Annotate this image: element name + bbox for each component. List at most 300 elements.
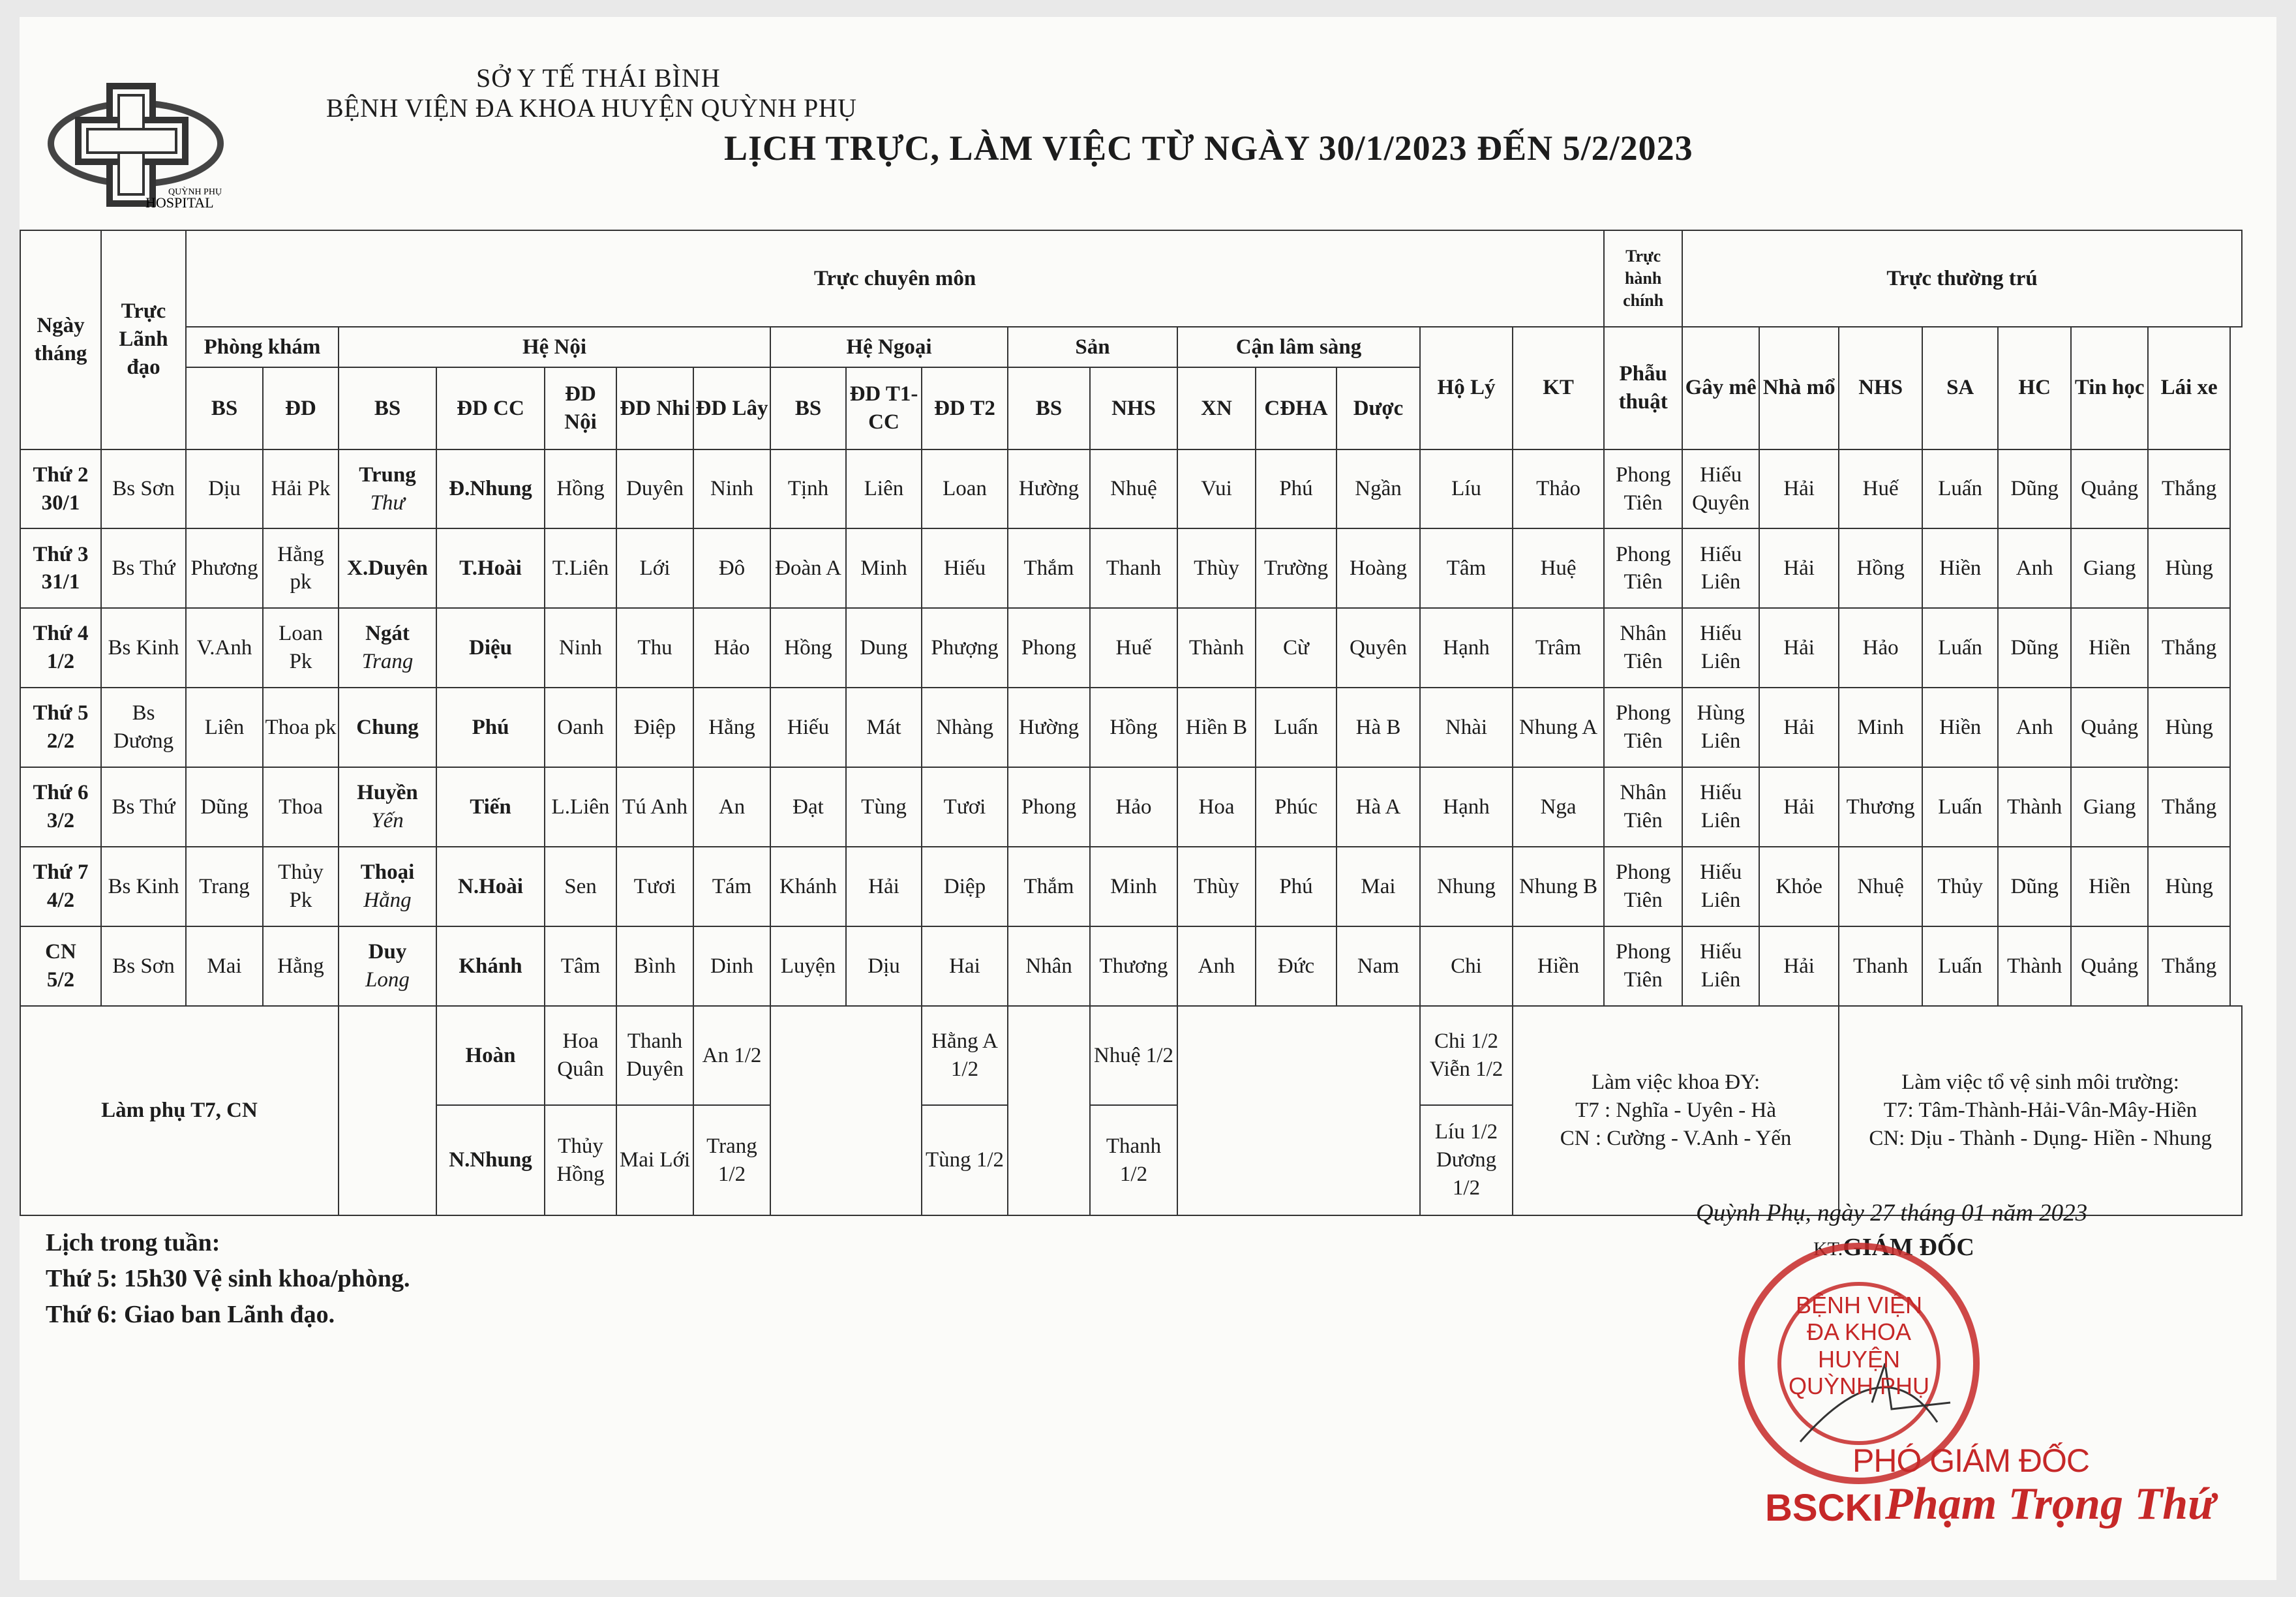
cell-hc: Dũng xyxy=(1998,608,2071,688)
header-ngay-thang: Ngày tháng xyxy=(20,230,101,449)
lam-phu-lay-2: Trang 1/2 xyxy=(693,1105,770,1215)
day-name: Thứ 5 xyxy=(33,701,89,725)
lam-phu-label: Làm phụ T7, CN xyxy=(20,1006,339,1215)
hn-bs-primary: Ngát xyxy=(365,622,410,646)
lam-phu-empty-ngoai xyxy=(770,1006,922,1215)
header-tin-hoc: Tin học xyxy=(2071,327,2148,449)
lam-phu-t2-1: Hằng A 1/2 xyxy=(922,1006,1008,1105)
kt-label: KT. xyxy=(1813,1238,1843,1260)
department-name: SỞ Y TẾ THÁI BÌNH xyxy=(476,63,721,93)
cell-dd-nhi: Điệp xyxy=(616,688,693,767)
cell-lx: Thắng xyxy=(2148,608,2230,688)
cell-gm: Hiếu Liên xyxy=(1682,528,1759,608)
hn-bs-secondary: Yến xyxy=(371,809,404,833)
cell-t2: Tươi xyxy=(922,767,1008,847)
cell-xn: Vui xyxy=(1177,449,1256,529)
cell-san-nhs: Nhuệ xyxy=(1090,449,1177,529)
lam-phu-empty xyxy=(339,1006,436,1215)
cell-xn: Hoa xyxy=(1177,767,1256,847)
leader-cell: Bs Kinh xyxy=(101,847,186,926)
day-cell xyxy=(20,847,101,926)
header-phong-kham: Phòng khám xyxy=(186,327,339,368)
hn-bs-secondary: Thư xyxy=(370,491,405,515)
cell-nm: Hải xyxy=(1759,926,1839,1006)
cell-holy: Nhung xyxy=(1420,847,1513,926)
lam-phu-noi-2: Thủy Hồng xyxy=(545,1105,616,1215)
cell-hc: Thành xyxy=(1998,926,2071,1006)
cell-gm: Hiếu Quyên xyxy=(1682,449,1759,529)
cell-dd-nhi: Thu xyxy=(616,608,693,688)
cell-th: Quảng xyxy=(2071,688,2148,767)
cell-xn: Thùy xyxy=(1177,847,1256,926)
day-date: 31/1 xyxy=(41,570,80,594)
table-row xyxy=(20,926,2242,1006)
cell-lx: Thắng xyxy=(2148,449,2230,529)
cell-nm: Hải xyxy=(1759,767,1839,847)
cell-pk-dd: Hải Pk xyxy=(263,449,339,529)
header-cdha: CĐHA xyxy=(1256,367,1337,449)
cell-hc: Dũng xyxy=(1998,449,2071,529)
cell-nm: Khỏe xyxy=(1759,847,1839,926)
hn-bs-primary: Huyền xyxy=(357,781,418,805)
cell-hn-ddcc: Khánh xyxy=(436,926,545,1006)
cell-th: Quảng xyxy=(2071,926,2148,1006)
day-cell xyxy=(20,608,101,688)
cell-cdha: Phú xyxy=(1256,847,1337,926)
header-he-noi: Hệ Nội xyxy=(339,327,770,368)
cell-kt: Huệ xyxy=(1513,528,1604,608)
hospital-name: BỆNH VIỆN ĐA KHOA HUYỆN QUỲNH PHỤ xyxy=(326,93,857,123)
stamp-text-1: BỆNH VIỆN xyxy=(1795,1292,1923,1318)
cell-nm: Hải xyxy=(1759,528,1839,608)
lam-phu-holy-2: Líu 1/2 Dương 1/2 xyxy=(1420,1105,1513,1215)
header-truc-hanh-chinh: Trực hành chính xyxy=(1604,230,1682,327)
header-gay-me: Gây mê xyxy=(1682,327,1759,449)
cell-kt: Hiền xyxy=(1513,926,1604,1006)
cell-pt: Phong Tiên xyxy=(1604,688,1682,767)
cell-kt: Trâm xyxy=(1513,608,1604,688)
cell-duoc: Quyên xyxy=(1337,608,1420,688)
cell-duoc: Hà B xyxy=(1337,688,1420,767)
cell-pt: Phong Tiên xyxy=(1604,926,1682,1006)
notes-line-1: Thứ 5: 15h30 Vệ sinh khoa/phòng. xyxy=(46,1265,410,1293)
signer-prefix: BSCKI xyxy=(1765,1487,1883,1529)
cell-nhs: Hảo xyxy=(1839,608,1922,688)
cell-gm: Hiếu Liên xyxy=(1682,926,1759,1006)
cell-dd-noi: Oanh xyxy=(545,688,616,767)
table-row xyxy=(20,767,2242,847)
header-dd-t2: ĐD T2 xyxy=(922,367,1008,449)
hospital-logo xyxy=(38,80,253,217)
day-cell xyxy=(20,767,101,847)
cell-t2: Loan xyxy=(922,449,1008,529)
cell-pt: Nhân Tiên xyxy=(1604,608,1682,688)
cell-cdha: Trường xyxy=(1256,528,1337,608)
lam-phu-nhi-1: Thanh Duyên xyxy=(616,1006,693,1105)
cell-lx: Hùng xyxy=(2148,528,2230,608)
cell-t1cc: Liên xyxy=(846,449,922,529)
cell-duoc: Ngần xyxy=(1337,449,1420,529)
header-ho-ly: Hộ Lý xyxy=(1420,327,1513,449)
cell-ng-bs: Tịnh xyxy=(770,449,846,529)
cell-dd-nhi: Tươi xyxy=(616,847,693,926)
cell-dd-lay: Đô xyxy=(693,528,770,608)
header-phau-thuat: Phẫu thuật xyxy=(1604,327,1682,449)
day-date: 5/2 xyxy=(46,968,75,992)
day-cell xyxy=(20,688,101,767)
hn-bs-primary: Duy xyxy=(368,940,407,964)
cell-pk-dd: Hằng xyxy=(263,926,339,1006)
cell-nm: Hải xyxy=(1759,449,1839,529)
cell-dd-nhi: Lới xyxy=(616,528,693,608)
lam-phu-ddcc-1: Hoàn xyxy=(436,1006,545,1105)
cell-pk-dd: Thoa pk xyxy=(263,688,339,767)
day-date: 3/2 xyxy=(46,809,75,833)
lam-phu-t2-2: Tùng 1/2 xyxy=(922,1105,1008,1215)
cell-dd-lay: An xyxy=(693,767,770,847)
cell-kt: Thảo xyxy=(1513,449,1604,529)
cell-t1cc: Dịu xyxy=(846,926,922,1006)
cell-pk-bs: Trang xyxy=(186,847,263,926)
cell-nhs: Thanh xyxy=(1839,926,1922,1006)
cell-pk-dd: Loan Pk xyxy=(263,608,339,688)
cell-pt: Nhân Tiên xyxy=(1604,767,1682,847)
schedule-rows xyxy=(20,449,2242,1006)
hn-bs-primary: X.Duyên xyxy=(347,556,428,580)
weekly-notes xyxy=(46,1225,410,1333)
stamp-text-3: HUYỆN xyxy=(1817,1345,1901,1373)
header-hn-bs: BS xyxy=(339,367,436,449)
khoa-dy-title: Làm việc khoa ĐY: xyxy=(1592,1071,1760,1095)
stamp-text-4: QUỲNH PHỤ xyxy=(1788,1373,1930,1400)
cell-gm: Hùng Liên xyxy=(1682,688,1759,767)
header-dd-lay: ĐD Lây xyxy=(693,367,770,449)
cell-san-bs: Phong xyxy=(1008,767,1090,847)
cell-ng-bs: Đạt xyxy=(770,767,846,847)
ve-sinh-t7: T7: Tâm-Thành-Hải-Vân-Mây-Hiền xyxy=(1883,1099,2198,1123)
header-truc-chuyen-mon: Trực chuyên môn xyxy=(186,230,1604,327)
hn-bs-secondary: Hằng xyxy=(363,889,412,913)
cell-pk-bs: Phương xyxy=(186,528,263,608)
cell-nhs: Minh xyxy=(1839,688,1922,767)
cell-hn-ddcc: Đ.Nhung xyxy=(436,449,545,529)
cell-san-nhs: Hảo xyxy=(1090,767,1177,847)
cell-hn-bs xyxy=(339,767,436,847)
cell-t2: Nhàng xyxy=(922,688,1008,767)
logo-text-hospital: HOSPITAL xyxy=(145,194,214,211)
cell-t1cc: Tùng xyxy=(846,767,922,847)
cell-kt: Nhung B xyxy=(1513,847,1604,926)
cell-hc: Anh xyxy=(1998,688,2071,767)
cell-duoc: Hoàng xyxy=(1337,528,1420,608)
khoa-dy-t7: T7 : Nghĩa - Uyên - Hà xyxy=(1575,1099,1777,1123)
leader-cell: Bs Sơn xyxy=(101,449,186,529)
header-truc-lanh-dao: Trực Lãnh đạo xyxy=(101,230,186,449)
cell-xn: Thùy xyxy=(1177,528,1256,608)
header-he-ngoai: Hệ Ngoại xyxy=(770,327,1008,368)
cell-hc: Anh xyxy=(1998,528,2071,608)
ve-sinh-title: Làm việc tổ vệ sinh môi trường: xyxy=(1901,1071,2179,1095)
cell-sa: Luấn xyxy=(1922,926,1998,1006)
cell-san-nhs: Minh xyxy=(1090,847,1177,926)
schedule-title: LỊCH TRỰC, LÀM VIỆC TỪ NGÀY 30/1/2023 ĐẾN 5/2/2023 xyxy=(724,129,1693,168)
header-kt: KT xyxy=(1513,327,1604,449)
cell-t1cc: Dung xyxy=(846,608,922,688)
cell-th: Giang xyxy=(2071,528,2148,608)
cell-dd-nhi: Bình xyxy=(616,926,693,1006)
cell-pt: Phong Tiên xyxy=(1604,449,1682,529)
leader-cell: Bs Thứ xyxy=(101,767,186,847)
cell-holy: Líu xyxy=(1420,449,1513,529)
cell-dd-lay: Tám xyxy=(693,847,770,926)
leader-cell: Bs Thứ xyxy=(101,528,186,608)
cell-nhs: Nhuệ xyxy=(1839,847,1922,926)
day-name: Thứ 2 xyxy=(33,463,89,487)
header-san-bs: BS xyxy=(1008,367,1090,449)
cell-san-nhs: Thương xyxy=(1090,926,1177,1006)
cell-xn: Anh xyxy=(1177,926,1256,1006)
cell-cdha: Phúc xyxy=(1256,767,1337,847)
header-nha-mo: Nhà mổ xyxy=(1759,327,1839,449)
table-row xyxy=(20,688,2242,767)
cell-duoc: Mai xyxy=(1337,847,1420,926)
lam-viec-ve-sinh xyxy=(1839,1006,2242,1215)
table-row xyxy=(20,608,2242,688)
cell-hn-bs xyxy=(339,688,436,767)
cell-dd-noi: T.Liên xyxy=(545,528,616,608)
day-date: 1/2 xyxy=(46,650,75,674)
cell-hn-bs xyxy=(339,608,436,688)
header-ng-bs: BS xyxy=(770,367,846,449)
cell-t1cc: Minh xyxy=(846,528,922,608)
header-hc: HC xyxy=(1998,327,2071,449)
cell-san-bs: Thắm xyxy=(1008,528,1090,608)
cell-hc: Thành xyxy=(1998,767,2071,847)
day-cell xyxy=(20,449,101,529)
cell-th: Giang xyxy=(2071,767,2148,847)
cell-dd-lay: Hằng xyxy=(693,688,770,767)
stamp-lines xyxy=(1787,1292,1931,1400)
cell-cdha: Cừ xyxy=(1256,608,1337,688)
cell-lx: Thắng xyxy=(2148,926,2230,1006)
cell-san-nhs: Thanh xyxy=(1090,528,1177,608)
cell-pk-dd: Hằng pk xyxy=(263,528,339,608)
cell-cdha: Phú xyxy=(1256,449,1337,529)
day-date: 4/2 xyxy=(46,889,75,913)
day-date: 30/1 xyxy=(41,491,80,515)
lam-phu-ddcc-2: N.Nhung xyxy=(436,1105,545,1215)
day-cell xyxy=(20,926,101,1006)
cell-san-nhs: Huế xyxy=(1090,608,1177,688)
cell-cdha: Đức xyxy=(1256,926,1337,1006)
header-dd-t1cc: ĐD T1-CC xyxy=(846,367,922,449)
lam-phu-noi-1: Hoa Quân xyxy=(545,1006,616,1105)
leader-cell: Bs Kinh xyxy=(101,608,186,688)
hn-bs-primary: Trung xyxy=(359,463,416,487)
day-name: Thứ 4 xyxy=(33,622,89,646)
cell-pt: Phong Tiên xyxy=(1604,847,1682,926)
lam-phu-empty-cls xyxy=(1177,1006,1420,1215)
cell-th: Hiền xyxy=(2071,608,2148,688)
cell-san-bs: Thắm xyxy=(1008,847,1090,926)
notes-line-2: Thứ 6: Giao ban Lãnh đạo. xyxy=(46,1301,335,1329)
cell-nm: Hải xyxy=(1759,688,1839,767)
deputy-director-title: PHÓ GIÁM ĐỐC xyxy=(1852,1442,2090,1479)
day-date: 2/2 xyxy=(46,729,75,753)
cell-hn-bs xyxy=(339,528,436,608)
logo-text: QUỲNH PHỤ xyxy=(168,187,222,197)
cell-ng-bs: Đoàn A xyxy=(770,528,846,608)
hn-bs-primary: Chung xyxy=(356,715,419,739)
cell-pk-bs: V.Anh xyxy=(186,608,263,688)
cell-san-bs: Phong xyxy=(1008,608,1090,688)
ve-sinh-cn: CN: Dịu - Thành - Dụng- Hiền - Nhung xyxy=(1869,1126,2212,1150)
day-cell xyxy=(20,528,101,608)
cell-th: Hiền xyxy=(2071,847,2148,926)
cell-san-bs: Hường xyxy=(1008,688,1090,767)
header-lai-xe: Lái xe xyxy=(2148,327,2230,449)
cell-ng-bs: Hiếu xyxy=(770,688,846,767)
cell-hn-ddcc: Phú xyxy=(436,688,545,767)
cell-lx: Thắng xyxy=(2148,767,2230,847)
cell-hn-ddcc: N.Hoài xyxy=(436,847,545,926)
cell-t1cc: Hải xyxy=(846,847,922,926)
cell-holy: Hạnh xyxy=(1420,767,1513,847)
signer-name: Phạm Trọng Thứ xyxy=(1885,1479,2216,1529)
cell-cdha: Luấn xyxy=(1256,688,1337,767)
lam-viec-khoa-dy xyxy=(1513,1006,1839,1215)
header-san: Sản xyxy=(1008,327,1177,368)
lam-phu-lay-1: An 1/2 xyxy=(693,1006,770,1105)
cell-t2: Phượng xyxy=(922,608,1008,688)
cell-dd-lay: Hảo xyxy=(693,608,770,688)
cell-dd-noi: Sen xyxy=(545,847,616,926)
day-name: Thứ 6 xyxy=(33,781,89,805)
day-name: Thứ 7 xyxy=(33,860,89,885)
cell-gm: Hiếu Liên xyxy=(1682,847,1759,926)
table-row xyxy=(20,528,2242,608)
schedule-table xyxy=(20,230,2243,1216)
cell-nhs: Thương xyxy=(1839,767,1922,847)
leader-cell: Bs Dương xyxy=(101,688,186,767)
cell-th: Quảng xyxy=(2071,449,2148,529)
cell-hn-bs xyxy=(339,926,436,1006)
lam-phu-nhs-1: Nhuệ 1/2 xyxy=(1090,1006,1177,1105)
cell-nhs: Huế xyxy=(1839,449,1922,529)
cell-sa: Hiền xyxy=(1922,528,1998,608)
cell-lx: Hùng xyxy=(2148,688,2230,767)
cell-hn-bs xyxy=(339,847,436,926)
hn-bs-primary: Thoại xyxy=(360,860,415,885)
cell-pk-dd: Thủy Pk xyxy=(263,847,339,926)
cell-hc: Dũng xyxy=(1998,847,2071,926)
day-name: CN xyxy=(45,940,76,964)
cell-holy: Hạnh xyxy=(1420,608,1513,688)
cell-san-bs: Nhân xyxy=(1008,926,1090,1006)
cell-sa: Luấn xyxy=(1922,767,1998,847)
cell-pk-bs: Dịu xyxy=(186,449,263,529)
hn-bs-secondary: Trang xyxy=(361,650,414,674)
header-can-lam-sang: Cận lâm sàng xyxy=(1177,327,1420,368)
cell-dd-nhi: Duyên xyxy=(616,449,693,529)
cell-dd-lay: Ninh xyxy=(693,449,770,529)
cell-pt: Phong Tiên xyxy=(1604,528,1682,608)
header-pk-bs: BS xyxy=(186,367,263,449)
cell-holy: Tâm xyxy=(1420,528,1513,608)
table-row xyxy=(20,847,2242,926)
cell-pk-bs: Dũng xyxy=(186,767,263,847)
cell-duoc: Hà A xyxy=(1337,767,1420,847)
cell-sa: Hiền xyxy=(1922,688,1998,767)
cell-lx: Hùng xyxy=(2148,847,2230,926)
cell-t2: Hiếu xyxy=(922,528,1008,608)
header-pk-dd: ĐD xyxy=(263,367,339,449)
cell-sa: Thủy xyxy=(1922,847,1998,926)
cell-t2: Diệp xyxy=(922,847,1008,926)
cell-ng-bs: Khánh xyxy=(770,847,846,926)
cell-ng-bs: Hồng xyxy=(770,608,846,688)
cell-t2: Hai xyxy=(922,926,1008,1006)
cell-hn-ddcc: Diệu xyxy=(436,608,545,688)
header-xn: XN xyxy=(1177,367,1256,449)
cell-gm: Hiếu Liên xyxy=(1682,608,1759,688)
lam-phu-empty-san xyxy=(1008,1006,1090,1215)
cell-sa: Luấn xyxy=(1922,449,1998,529)
cell-pk-bs: Liên xyxy=(186,688,263,767)
cell-ng-bs: Luyện xyxy=(770,926,846,1006)
cell-dd-noi: Tâm xyxy=(545,926,616,1006)
cell-dd-lay: Dinh xyxy=(693,926,770,1006)
notes-title: Lịch trong tuần: xyxy=(46,1229,220,1256)
place-date: Quỳnh Phụ, ngày 27 tháng 01 năm 2023 xyxy=(1696,1200,2088,1226)
header-dd-nhi: ĐD Nhi xyxy=(616,367,693,449)
cell-san-nhs: Hồng xyxy=(1090,688,1177,767)
cell-kt: Nga xyxy=(1513,767,1604,847)
cell-pk-bs: Mai xyxy=(186,926,263,1006)
cell-san-bs: Hường xyxy=(1008,449,1090,529)
stamp-text-2: ĐA KHOA xyxy=(1806,1318,1912,1346)
cell-nm: Hải xyxy=(1759,608,1839,688)
cell-dd-noi: Hồng xyxy=(545,449,616,529)
header-san-nhs: NHS xyxy=(1090,367,1177,449)
hn-bs-secondary: Long xyxy=(365,968,410,992)
header-hn-ddcc: ĐD CC xyxy=(436,367,545,449)
cell-sa: Luấn xyxy=(1922,608,1998,688)
lam-phu-nhs-2: Thanh 1/2 xyxy=(1090,1105,1177,1215)
cell-pk-dd: Thoa xyxy=(263,767,339,847)
header-duoc: Dược xyxy=(1337,367,1420,449)
lam-phu-nhi-2: Mai Lới xyxy=(616,1105,693,1215)
cell-holy: Nhài xyxy=(1420,688,1513,767)
header-truc-thuong-tru: Trực thường trú xyxy=(1682,230,2242,327)
leader-cell: Bs Sơn xyxy=(101,926,186,1006)
cell-duoc: Nam xyxy=(1337,926,1420,1006)
cell-t1cc: Mát xyxy=(846,688,922,767)
cell-xn: Hiền B xyxy=(1177,688,1256,767)
khoa-dy-cn: CN : Cường - V.Anh - Yến xyxy=(1560,1126,1792,1150)
cell-dd-noi: Ninh xyxy=(545,608,616,688)
cell-hn-bs xyxy=(339,449,436,529)
cell-holy: Chi xyxy=(1420,926,1513,1006)
cell-hn-ddcc: Tiến xyxy=(436,767,545,847)
cell-gm: Hiếu Liên xyxy=(1682,767,1759,847)
cell-nhs: Hồng xyxy=(1839,528,1922,608)
header-sa: SA xyxy=(1922,327,1998,449)
table-row xyxy=(20,449,2242,529)
header-dd-noi: ĐD Nội xyxy=(545,367,616,449)
cell-kt: Nhung A xyxy=(1513,688,1604,767)
cell-dd-noi: L.Liên xyxy=(545,767,616,847)
